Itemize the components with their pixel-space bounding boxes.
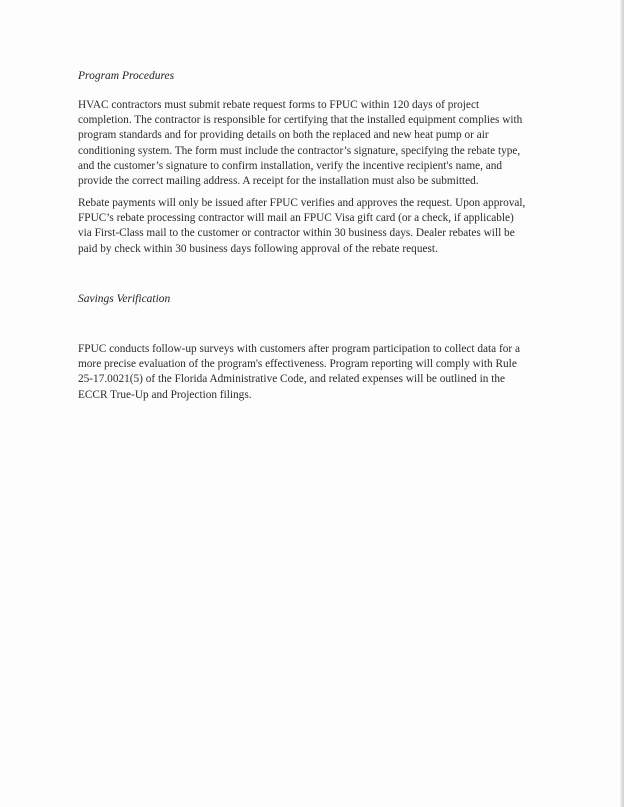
page-edge-shadow [620,0,624,807]
paragraph-rebate-request-forms [78,98,583,189]
paragraph-line: paid by check within 30 business days following approval of the rebate request. [78,242,438,255]
paragraph-line: via First-Class mail to the customer or contractor within 30 business days. Dealer rebates will be [78,227,515,240]
paragraph-line: program standards and for providing details on both the replaced and new heat pump or air [78,129,489,142]
paragraph-line: and the customer’s signature to confirm installation, verify the incentive recipient's name, and [78,159,503,172]
paragraph-line: FPUC conducts follow-up surveys with customers after program participation to collect data for a [78,343,521,355]
section-heading-program-procedures: Program Procedures [78,70,175,82]
paragraph-line: ECCR True-Up and Projection filings. [78,388,252,401]
paragraph-line: 25-17.0021(5) of the Florida Administrative Code, and related expenses will be outlined in the [78,373,505,386]
paragraph-line: HVAC contractors must submit rebate request forms to FPUC within 120 days of project [78,99,480,111]
paragraph-line: conditioning system. The form must include the contractor’s signature, specifying the rebate type, [78,144,521,157]
paragraph-rebate-payments [78,196,583,257]
paragraph-line: more precise evaluation of the program's effectiveness. Program reporting will comply with Rule [78,358,517,371]
paragraph-follow-up-surveys [78,342,583,403]
paragraph-line: FPUC’s rebate processing contractor will mail an FPUC Visa gift card (or a check, if applicable) [78,212,514,225]
section-heading-savings-verification: Savings Verification [78,293,171,305]
paragraph-line: completion. The contractor is responsible for certifying that the installed equipment complies with [78,114,523,127]
paragraph-line: provide the correct mailing address. A receipt for the installation must also be submitted. [78,175,479,188]
paragraph-line: Rebate payments will only be issued after FPUC verifies and approves the request. Upon approval, [78,197,526,209]
